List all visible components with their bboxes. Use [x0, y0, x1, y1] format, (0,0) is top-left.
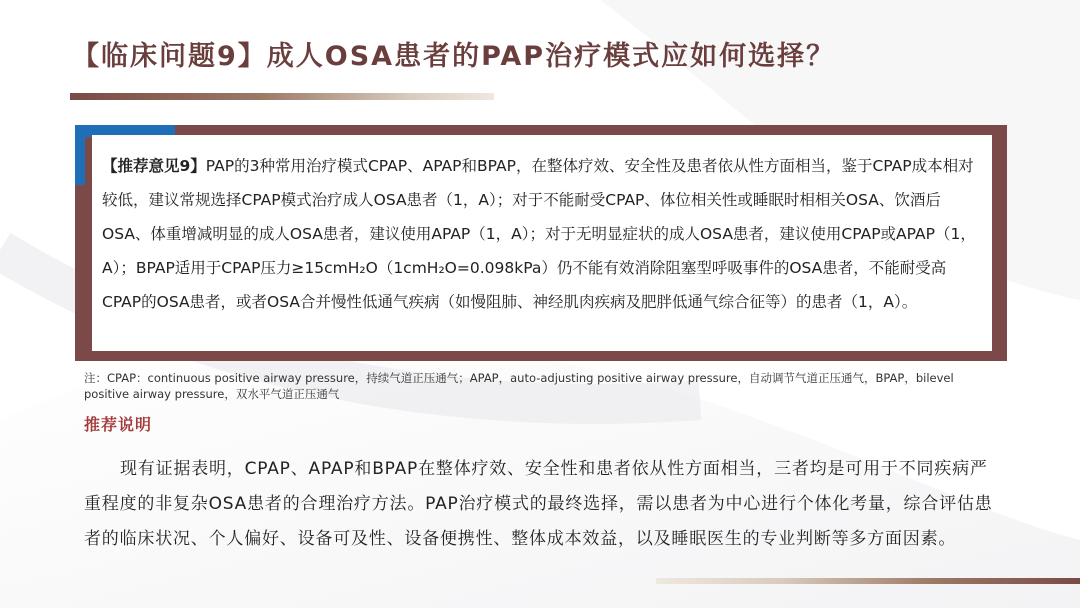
- explanation-text: 现有证据表明，CPAP、APAP和BPAP在整体疗效、安全性和患者依从性方面相当，三者均是可用于不同疾病严重程度的非复杂OSA患者的合理治疗方法。PAP治疗模式的最终选择，需以患者为中心进行个体化考量，综合评估患者的临床状况、个人偏好、设备可及性、设备便携性、整体成本效益，以及睡眠医生的专业判断等多方面因素。: [84, 459, 993, 549]
- bottom-decor-bar: [656, 578, 1080, 584]
- page-title: 【临床问题9】成人OSA患者的PAP治疗模式应如何选择？: [72, 41, 836, 72]
- recommendation-paragraph: [102, 149, 982, 319]
- recommendation-box: [92, 135, 992, 351]
- recommendation-accent-left: [75, 125, 85, 185]
- explanation-heading: 推荐说明: [84, 415, 153, 434]
- abbreviation-note: 注：CPAP：continuous positive airway pressure，持续气道正压通气；APAP，auto-adjusting positive airway pressure，自动调节气道正压通气，BPAP，bilevel positive airway pressure，双水平气道正压通气: [84, 371, 954, 401]
- title-underline: [70, 93, 494, 100]
- recommendation-text: PAP的3种常用治疗模式CPAP、APAP和BPAP，在整体疗效、安全性及患者依从性方面相当，鉴于CPAP成本相对较低，建议常规选择CPAP模式治疗成人OSA患者（1，A）；对于不能耐受CPAP、体位相关性或睡眠时相相关OSA、饮酒后OSA、体重增减明显的成人OSA患者，建议使用APAP（1，A）；对于无明显症状的成人OSA患者，建议使用CPAP或APAP（1，A）；BPAP适用于CPAP压力≥15cmH₂O（1cmH₂O=0.098kPa）仍不能有效消除阻塞型呼吸事件的OSA患者，不能耐受高CPAP的OSA患者，或者OSA合并慢性低通气疾病（如慢阻肺、神经肌肉疾病及肥胖低通气综合征等）的患者（1，A）。: [102, 157, 976, 311]
- recommendation-tag: 【推荐意见9】: [102, 157, 206, 175]
